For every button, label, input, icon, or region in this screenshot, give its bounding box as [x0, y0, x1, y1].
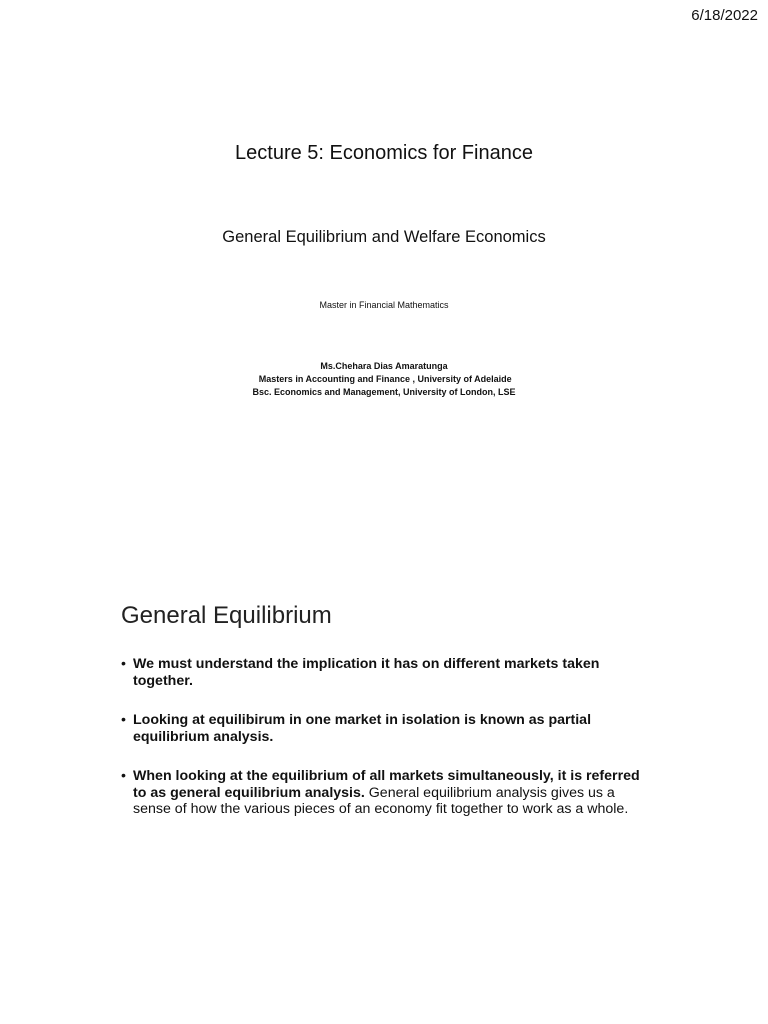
presenter-degree-2: Bsc. Economics and Management, University of London, LSE	[252, 387, 516, 397]
bullet-item	[121, 712, 651, 745]
bullet-dot-icon: •	[121, 656, 126, 672]
bullet-text-tail: General equilibrium analysis gives us a sense of how the various pieces of an economy fit together to work as a whole.	[133, 784, 629, 817]
program-name: Master in Financial Mathematics	[319, 300, 449, 310]
general-equilibrium-slide	[0, 590, 768, 890]
presenter-name: Ms.Chehara Dias Amaratunga	[320, 361, 448, 371]
bullet-text: Looking at equilibirum in one market in isolation is known as	[133, 712, 549, 728]
bullet-dot-icon: •	[121, 768, 126, 784]
slide-title: General Equilibrium	[121, 602, 332, 629]
page-date: 6/18/2022	[691, 7, 758, 24]
bullet-list	[121, 656, 651, 841]
bullet-item	[121, 656, 651, 689]
bullet-item	[121, 768, 651, 818]
bullet-bold-term: general equilibrium analysis.	[170, 784, 365, 801]
bullet-bold-term: partial equilibrium analysis.	[133, 712, 592, 745]
bullet-text: When looking at the equilibrium of all markets simultaneously, it is referred to as	[133, 768, 640, 801]
bullet-dot-icon: •	[121, 712, 126, 728]
lecture-subtitle: General Equilibrium and Welfare Economics	[222, 228, 546, 246]
presenter-degree-1: Masters in Accounting and Finance , University of Adelaide	[256, 374, 512, 384]
bullet-text: We must understand the implication it has on different markets taken together.	[133, 656, 600, 689]
presenter-block	[0, 360, 768, 399]
lecture-title: Lecture 5: Economics for Finance	[235, 142, 533, 164]
